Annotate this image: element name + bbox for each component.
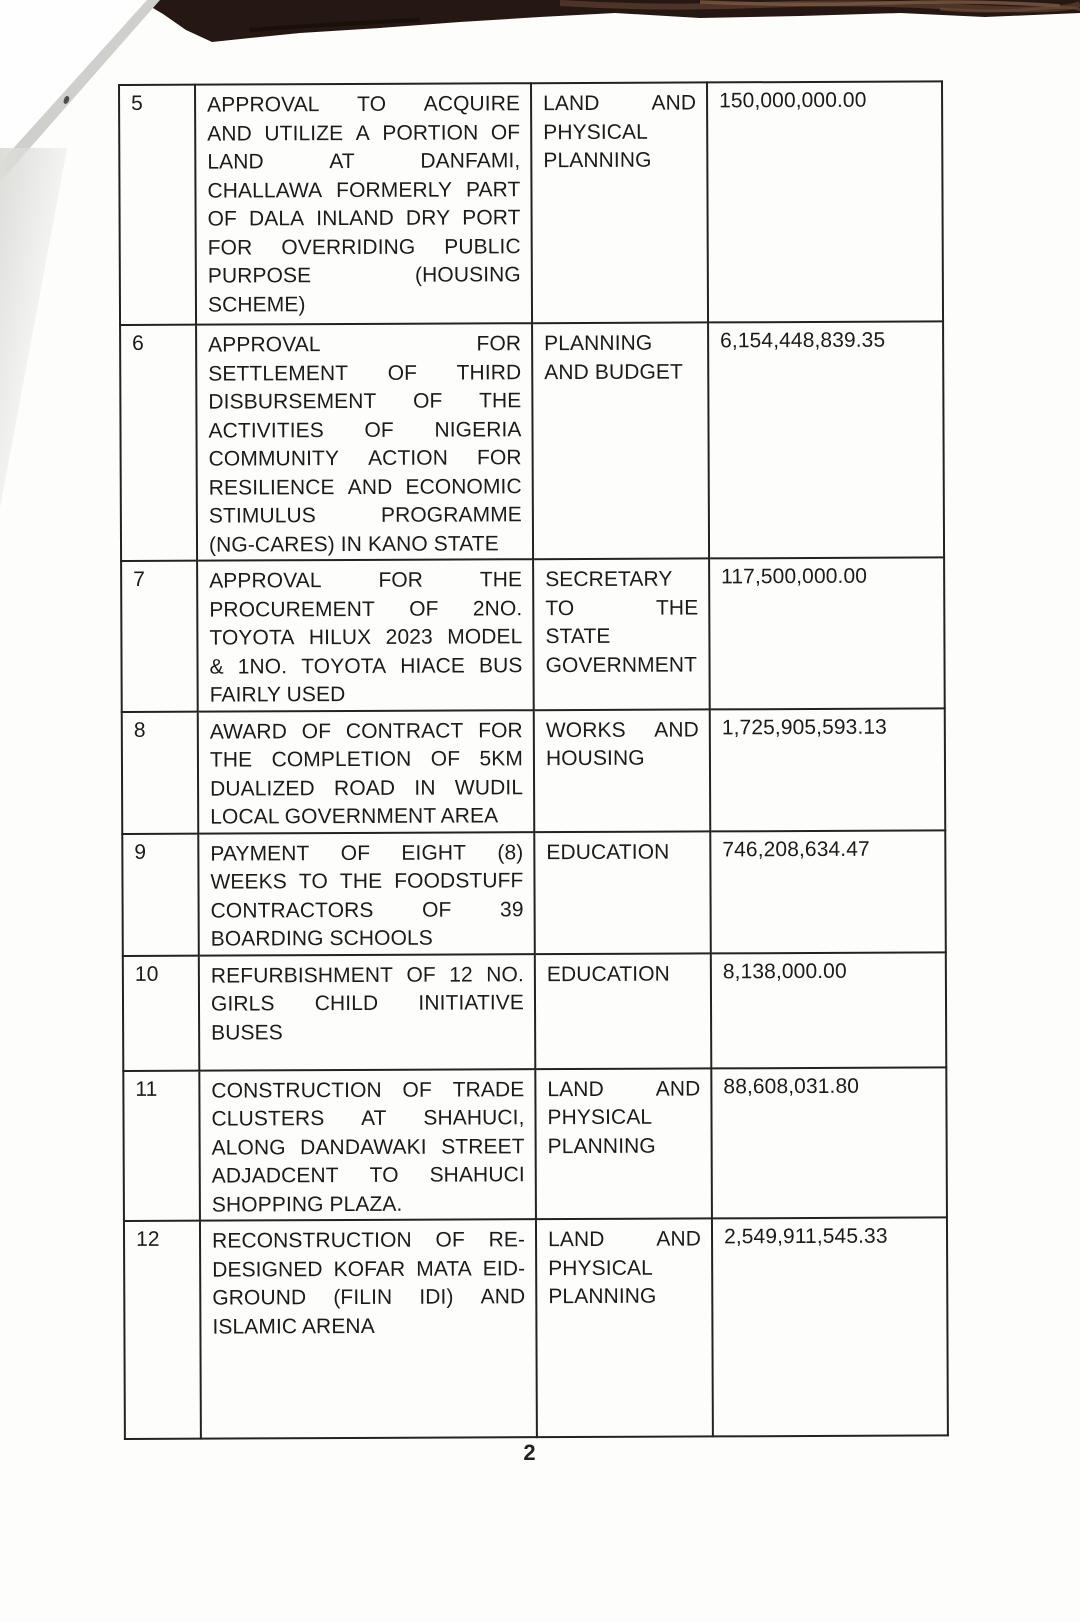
text-line: OF DALA INLAND DRY PORT: [207, 206, 521, 231]
text-line: REFURBISHMENT OF 12 NO.: [210, 962, 524, 988]
table-row: [122, 830, 946, 956]
cell-ministry: [536, 1218, 713, 1437]
cell-amount: 150,000,000.00: [707, 81, 943, 322]
text-line: SETTLEMENT OF THIRD: [208, 360, 522, 386]
text-line: PROCUREMENT OF 2NO.: [209, 596, 523, 622]
text-line: AND BUDGET: [544, 360, 683, 384]
table-row: [119, 81, 943, 325]
text-line: AWARD OF CONTRACT FOR: [209, 718, 523, 744]
text-line: SCHEME): [207, 292, 306, 317]
text-line: CHALLAWA FORMERLY PART: [207, 177, 521, 203]
text-line: APPROVAL TO ACQUIRE: [207, 92, 521, 117]
cell-amount: 1,725,905,593.13: [710, 708, 946, 831]
table-row: [123, 1067, 947, 1221]
text-line: DUALIZED ROAD IN WUDIL: [210, 775, 524, 801]
page-number: 2: [523, 1440, 536, 1465]
cell-amount: 8,138,000.00: [711, 952, 946, 1068]
cell-ministry: [532, 322, 709, 559]
cell-serial: 6: [120, 325, 197, 561]
text-line: PLANNING: [548, 1284, 657, 1309]
text-line: APPROVAL FOR THE: [209, 568, 523, 593]
table-row: [123, 952, 946, 1071]
text-line: AND UTILIZE A PORTION OF: [207, 120, 521, 146]
text-line: PLANNING: [543, 148, 652, 173]
text-line: RECONSTRUCTION OF RE-: [211, 1228, 526, 1253]
text-line: (NG-CARES) IN KANO STATE: [208, 531, 499, 557]
cell-serial: 8: [122, 711, 199, 833]
text-line: PLANNING: [544, 331, 653, 356]
cell-description: [198, 710, 535, 833]
cell-ministry: [535, 1068, 712, 1219]
text-line: GIRLS CHILD INITIATIVE: [210, 991, 525, 1016]
text-line: PAYMENT OF EIGHT (8): [210, 840, 524, 866]
text-line: PLANNING: [547, 1134, 656, 1158]
approvals-table: [118, 80, 949, 1440]
cell-ministry: [533, 558, 710, 709]
text-line: COMMUNITY ACTION FOR: [208, 446, 522, 471]
text-line: PHYSICAL: [548, 1256, 653, 1280]
cell-amount: 88,608,031.80: [711, 1067, 947, 1219]
cell-description: [199, 954, 535, 1070]
text-line: ISLAMIC ARENA: [212, 1314, 375, 1339]
text-line: ALONG DANDAWAKI STREET: [211, 1134, 525, 1160]
text-line: GOVERNMENT: [545, 652, 698, 677]
cell-serial: 5: [119, 85, 196, 325]
text-line: EDUCATION: [546, 840, 670, 864]
text-line: THE COMPLETION OF 5KM: [209, 747, 523, 772]
cell-description: [199, 1069, 536, 1221]
text-line: FAIRLY USED: [209, 683, 346, 707]
text-line: ACTIVITIES OF NIGERIA: [208, 417, 522, 443]
text-line: RESILIENCE AND ECONOMIC: [208, 474, 522, 500]
cell-description: [196, 323, 533, 560]
text-line: SECRETARY: [545, 567, 673, 592]
text-line: CLUSTERS AT SHAHUCI,: [211, 1106, 525, 1131]
text-line: & 1NO. TOYOTA HIACE BUS: [209, 653, 523, 679]
table-row: [124, 1217, 948, 1439]
cell-description: [197, 559, 534, 711]
text-line: LAND AND: [547, 1076, 701, 1101]
text-line: LAND AND: [547, 1227, 702, 1252]
cell-serial: 9: [122, 833, 199, 955]
text-line: GROUND (FILIN IDI) AND: [212, 1285, 526, 1310]
table-row: [122, 708, 946, 834]
cell-serial: 10: [123, 955, 200, 1070]
text-line: PHYSICAL: [547, 1105, 653, 1130]
text-line: BOARDING SCHOOLS: [210, 926, 433, 951]
text-line: APPROVAL FOR: [208, 332, 522, 357]
text-line: FOR OVERRIDING PUBLIC: [207, 234, 521, 260]
text-line: LOCAL GOVERNMENT AREA: [210, 804, 499, 829]
cell-serial: 11: [123, 1070, 200, 1221]
text-line: SHOPPING PLAZA.: [211, 1192, 403, 1217]
text-line: EDUCATION: [546, 962, 670, 986]
cell-description: [198, 832, 535, 955]
text-line: PHYSICAL: [543, 120, 648, 144]
cell-amount: 746,208,634.47: [710, 830, 946, 953]
cell-ministry: [534, 831, 711, 954]
table-row: [121, 557, 945, 711]
text-line: HOUSING: [545, 746, 645, 771]
text-line: DESIGNED KOFAR MATA EID-: [212, 1256, 526, 1282]
text-line: LAND AND: [543, 91, 697, 116]
cell-amount: 6,154,448,839.35: [708, 321, 944, 558]
text-line: TO THE: [545, 595, 699, 620]
text-line: LAND AT DANFAMI,: [207, 149, 521, 174]
text-line: DISBURSEMENT OF THE: [208, 389, 522, 414]
text-line: WORKS AND: [545, 717, 699, 742]
text-line: STATE: [545, 624, 611, 649]
text-line: TOYOTA HILUX 2023 MODEL: [209, 625, 523, 650]
cell-description: [195, 83, 532, 324]
cell-amount: 117,500,000.00: [709, 557, 945, 709]
cell-description: [200, 1219, 537, 1438]
left-edge-shadow: [0, 148, 96, 508]
text-line: BUSES: [211, 1020, 283, 1045]
text-line: CONTRACTORS OF 39: [210, 897, 524, 923]
table-row: [120, 321, 944, 561]
text-line: CONSTRUCTION OF TRADE: [211, 1077, 525, 1103]
text-line: PURPOSE (HOUSING: [207, 263, 521, 288]
text-line: WEEKS TO THE FOODSTUFF: [210, 869, 524, 894]
text-line: ADJADCENT TO SHAHUCI: [211, 1163, 525, 1188]
cell-serial: 7: [121, 561, 198, 712]
cell-ministry: [535, 953, 712, 1069]
table-surface-band: [0, 0, 1080, 72]
cell-amount: 2,549,911,545.33: [712, 1217, 948, 1436]
text-line: STIMULUS PROGRAMME: [208, 503, 522, 528]
cell-serial: 12: [124, 1221, 201, 1439]
cell-ministry: [531, 82, 708, 323]
cell-ministry: [534, 709, 711, 832]
